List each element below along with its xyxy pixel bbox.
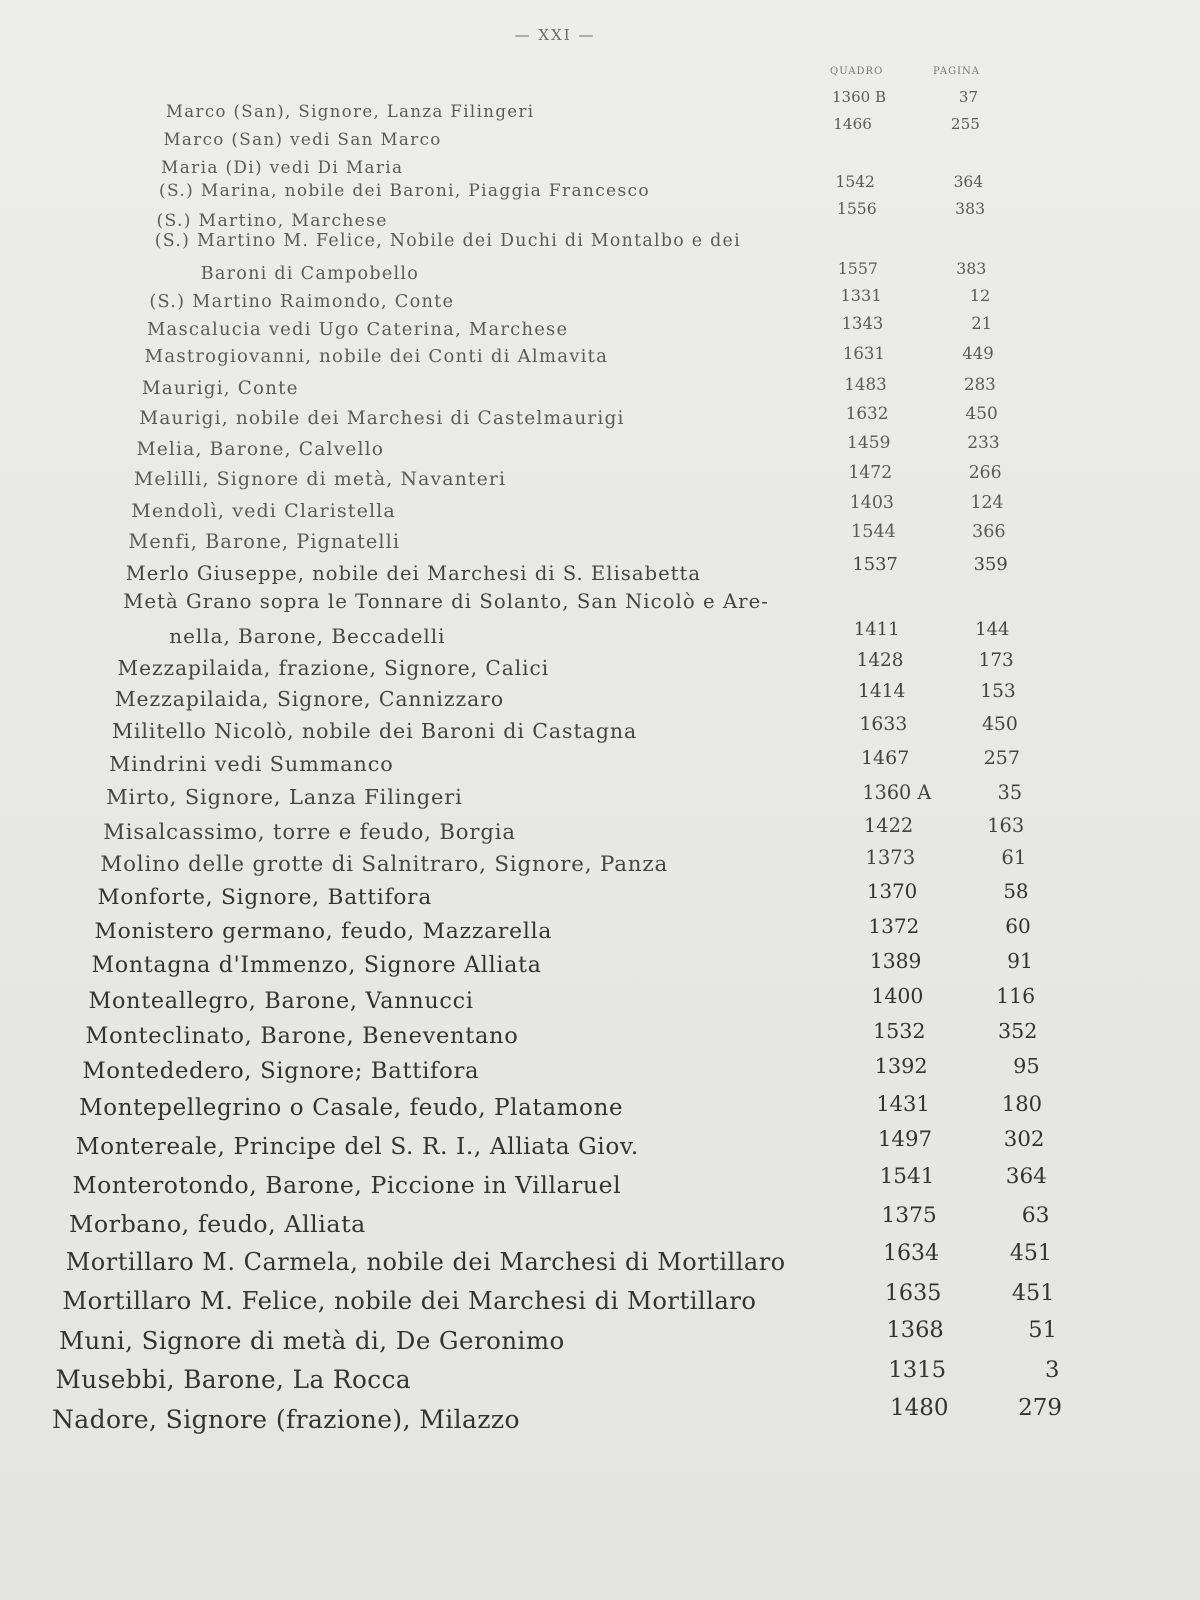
entry-quadro: 1532 <box>873 1019 926 1044</box>
entry-pagina: 116 <box>996 983 1036 1008</box>
entry-continuation: nella, Barone, Beccadelli <box>169 625 446 649</box>
entry-pagina: 144 <box>975 619 1010 640</box>
entry-quadro: 1497 <box>877 1126 933 1152</box>
entry-pagina: 60 <box>1005 913 1031 938</box>
entry-name: Mastrogiovanni, nobile dei Conti di Almavita <box>144 345 609 367</box>
entry-quadro: 1370 <box>866 880 918 904</box>
entry-quadro: 1343 <box>841 313 884 333</box>
entry-name: Monistero germano, feudo, Mazzarella <box>94 919 553 945</box>
entry-name: Menfi, Barone, Pignatelli <box>128 529 401 553</box>
entry-quadro: 1631 <box>842 343 885 363</box>
entry-pagina: 364 <box>1005 1164 1047 1190</box>
entry-name: Montereale, Principe del S. R. I., Alliata Giov. <box>75 1132 639 1160</box>
entry-quadro: 1467 <box>860 747 910 769</box>
entry-quadro: 1557 <box>837 259 878 279</box>
entry-name: Melia, Barone, Calvello <box>136 439 385 461</box>
entry-name: Montededero, Signore; Battifora <box>82 1058 480 1085</box>
entry-pagina: 21 <box>971 313 993 333</box>
entry-name: Nadore, Signore (frazione), Milazzo <box>52 1405 520 1434</box>
entry-pagina: 163 <box>987 813 1025 837</box>
entry-quadro: 1459 <box>847 432 891 453</box>
entry-name: (S.) Martino Raimondo, Conte <box>149 292 455 313</box>
entry-name: Musebbi, Barone, La Rocca <box>55 1365 412 1395</box>
entry-quadro: 1360 A <box>862 780 932 804</box>
entry-name: Muni, Signore di metà di, De Geronimo <box>58 1325 565 1355</box>
entry-pagina: 63 <box>1021 1203 1050 1229</box>
entry-quadro: 1544 <box>851 522 896 543</box>
entry-quadro: 1368 <box>886 1317 944 1344</box>
entry-name: Mortillaro M. Felice, nobile dei Marchesi di Mortillaro <box>62 1286 757 1315</box>
entry-quadro: 1373 <box>865 846 916 870</box>
entry-pagina: 359 <box>973 554 1008 576</box>
entry-quadro: 1632 <box>845 403 889 424</box>
pagina-header: PAGINA <box>933 66 980 77</box>
entry-name: Marco (San), Signore, Lanza Filingeri <box>166 101 535 121</box>
entry-pagina: 279 <box>1018 1395 1062 1421</box>
entry-quadro: 1372 <box>868 913 920 938</box>
entry-name: Melilli, Signore di metà, Navanteri <box>133 468 507 491</box>
entry-quadro: 1331 <box>840 285 882 305</box>
entry-pagina: 366 <box>971 522 1006 543</box>
entry-pagina: 255 <box>950 114 980 133</box>
entry-pagina: 173 <box>978 649 1014 671</box>
entry-pagina: 37 <box>958 88 978 106</box>
entry-quadro: 1466 <box>833 114 872 133</box>
entry-pagina: 449 <box>962 343 994 363</box>
quadro-header: QUADRO <box>830 66 884 77</box>
entry-pagina: 283 <box>963 375 996 395</box>
entry-pagina: 383 <box>956 259 987 279</box>
entry-pagina: 124 <box>970 492 1004 513</box>
entry-quadro: 1542 <box>835 172 875 191</box>
entry-name: (S.) Martino, Marchese <box>156 210 388 231</box>
entry-quadro: 1541 <box>879 1164 935 1190</box>
entry-name: Mezzapilaida, frazione, Signore, Calici <box>117 655 550 680</box>
entry-quadro: 1480 <box>890 1395 949 1421</box>
entry-pagina: 51 <box>1028 1317 1057 1344</box>
entry-name: Maurigi, Conte <box>141 377 299 399</box>
entry-pagina: 233 <box>967 432 1000 453</box>
entry-pagina: 58 <box>1003 880 1029 904</box>
entry-pagina: 450 <box>965 403 998 424</box>
entry-quadro: 1414 <box>858 681 906 703</box>
entry-name: Montagna d'Immenzo, Signore Alliata <box>91 952 542 978</box>
entry-pagina: 364 <box>953 172 984 191</box>
entry-name: Militello Nicolò, nobile dei Baroni di Castagna <box>111 719 638 744</box>
entry-pagina: 91 <box>1007 948 1033 973</box>
entry-quadro: 1483 <box>844 375 887 395</box>
entry-quadro: 1411 <box>853 619 900 640</box>
entry-quadro: 1635 <box>884 1279 942 1306</box>
entry-name: Monteclinato, Barone, Beneventano <box>85 1023 519 1050</box>
page-number: — XXI — <box>514 26 596 44</box>
entry-name: Merlo Giuseppe, nobile dei Marchesi di S. Elisabetta <box>125 561 702 585</box>
entry-name: (S.) Martino M. Felice, Nobile dei Duchi di Montalbo e dei <box>154 230 741 251</box>
entry-quadro: 1472 <box>848 462 893 483</box>
entry-quadro: 1400 <box>871 983 924 1008</box>
entry-name: Montepellegrino o Casale, feudo, Platamone <box>79 1095 624 1122</box>
entry-quadro: 1422 <box>863 813 914 837</box>
entry-quadro: 1634 <box>883 1240 940 1266</box>
entry-name: Mindrini vedi Summanco <box>109 752 394 777</box>
entry-name: Morbano, feudo, Alliata <box>69 1210 366 1239</box>
entry-pagina: 450 <box>981 714 1018 736</box>
entry-name: Mendolì, vedi Claristella <box>131 498 396 522</box>
entry-pagina: 266 <box>968 462 1002 483</box>
entry-name: Mirto, Signore, Lanza Filingeri <box>106 785 463 810</box>
entry-pagina: 3 <box>1044 1357 1060 1384</box>
entry-name: Monteallegro, Barone, Vannucci <box>88 987 474 1014</box>
entry-pagina: 153 <box>980 681 1016 703</box>
entry-pagina: 383 <box>955 199 986 219</box>
entry-pagina: 451 <box>1011 1279 1055 1306</box>
entry-quadro: 1428 <box>856 649 904 671</box>
column-headers <box>830 66 980 77</box>
entry-quadro: 1633 <box>859 714 908 736</box>
entry-pagina: 61 <box>1001 846 1027 870</box>
entry-quadro: 1403 <box>849 492 895 513</box>
entry-name: Metà Grano sopra le Tonnare di Solanto, San Nicolò e Are- <box>123 590 769 614</box>
entry-name: Maria (Di) vedi Di Maria <box>161 157 404 178</box>
entry-quadro: 1556 <box>836 199 877 219</box>
entry-name: Mortillaro M. Carmela, nobile dei Marchesi di Mortillaro <box>65 1248 786 1277</box>
entry-pagina: 451 <box>1009 1240 1052 1266</box>
entry-pagina: 95 <box>1013 1054 1040 1079</box>
entry-name: Molino delle grotte di Salnitraro, Signore, Panza <box>100 851 669 877</box>
entry-pagina: 180 <box>1001 1090 1043 1116</box>
entry-name: Maurigi, nobile dei Marchesi di Castelmaurigi <box>139 407 625 429</box>
entry-name: Marco (San) vedi San Marco <box>163 130 442 150</box>
entry-quadro: 1431 <box>876 1090 930 1116</box>
entry-quadro: 1375 <box>881 1203 937 1229</box>
entry-quadro: 1392 <box>874 1054 928 1079</box>
entry-pagina: 352 <box>998 1019 1038 1044</box>
entry-name: Mezzapilaida, Signore, Cannizzaro <box>114 686 505 711</box>
entry-quadro: 1537 <box>852 554 898 576</box>
entry-name: Monforte, Signore, Battifora <box>97 885 432 911</box>
entry-name: (S.) Marina, nobile dei Baroni, Piaggia Francesco <box>159 180 650 201</box>
entry-pagina: 302 <box>1003 1126 1045 1152</box>
entry-pagina: 12 <box>969 285 991 305</box>
entry-pagina: 35 <box>997 780 1023 804</box>
entry-quadro: 1389 <box>869 948 922 973</box>
entry-continuation: Baroni di Campobello <box>200 264 420 285</box>
entry-name: Misalcassimo, torre e feudo, Borgia <box>103 818 516 844</box>
entry-quadro: 1360 B <box>832 88 886 106</box>
entry-name: Mascalucia vedi Ugo Caterina, Marchese <box>146 319 569 341</box>
entry-quadro: 1315 <box>888 1357 947 1384</box>
entry-name: Monterotondo, Barone, Piccione in Villaruel <box>72 1170 622 1199</box>
entry-pagina: 257 <box>983 747 1020 769</box>
